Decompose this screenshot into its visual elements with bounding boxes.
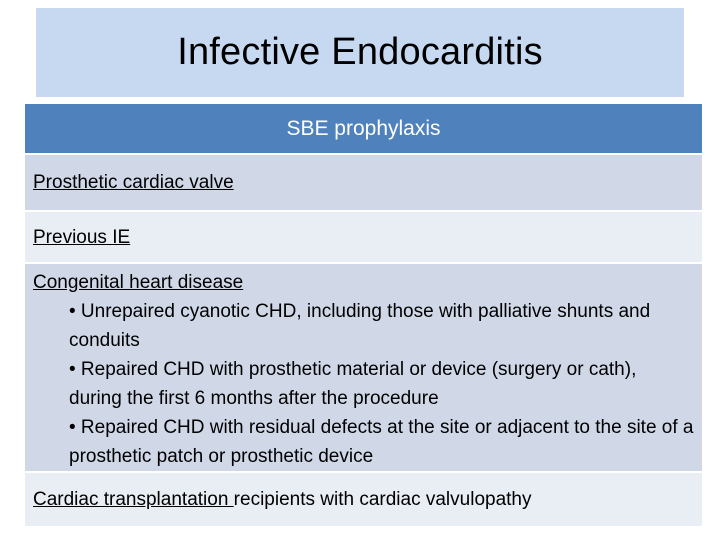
row-label-suffix: recipients with cardiac valvulopathy — [233, 489, 532, 510]
row-label: Cardiac transplantation — [33, 489, 234, 510]
row-label: Congenital heart disease — [33, 272, 244, 293]
bullet-item: • Repaired CHD with prosthetic material or device (surgery or cath), during the first 6 months after the procedure — [69, 359, 637, 409]
title-banner — [36, 8, 684, 97]
bullet-item: • Repaired CHD with residual defects at the site or adjacent to the site of a prosthetic patch or prosthetic device — [69, 417, 694, 467]
table-row — [25, 155, 702, 212]
table-row — [25, 264, 702, 473]
table-header: SBE prophylaxis — [25, 104, 702, 155]
table-row — [25, 473, 702, 528]
slide-title: Infective Endocarditis — [177, 31, 543, 73]
table-row — [25, 212, 702, 264]
sbe-prophylaxis-table — [25, 104, 702, 528]
row-label: Previous IE — [33, 226, 131, 248]
bullet-item: • Unrepaired cyanotic CHD, including those with palliative shunts and conduits — [69, 301, 651, 351]
row-label: Prosthetic cardiac valve — [33, 172, 234, 193]
